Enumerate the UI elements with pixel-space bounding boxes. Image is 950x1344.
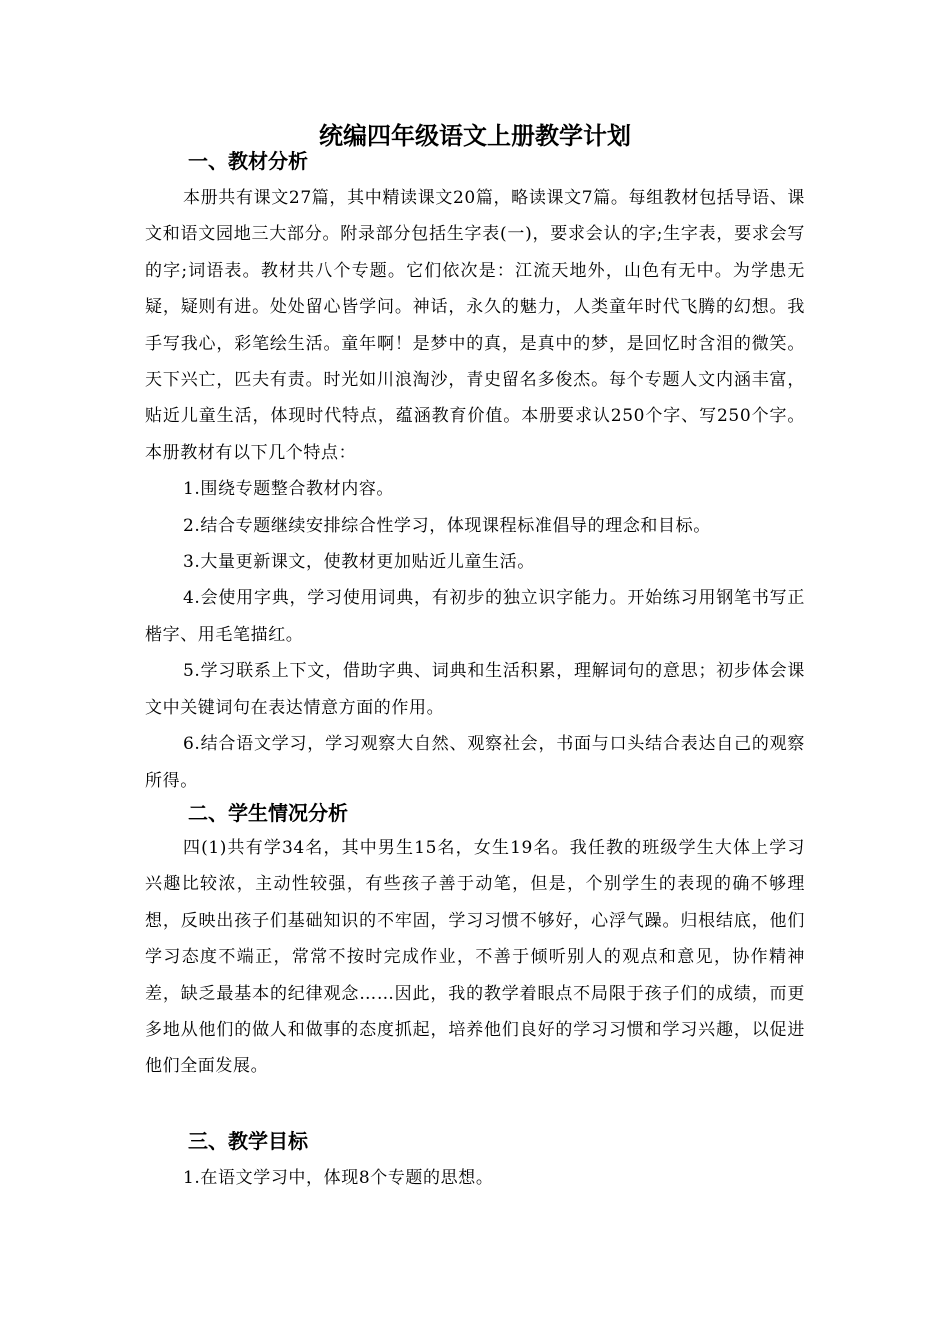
document-title: 统编四年级语文上册教学计划 (319, 122, 631, 150)
section-body-textbook-analysis (145, 180, 805, 799)
list-item: 2.结合专题继续安排综合性学习，体现课程标准倡导的理念和目标。 (183, 515, 711, 536)
section-heading-teaching-goals: 三、教学目标 (188, 1129, 308, 1153)
section-heading-student-analysis: 二、学生情况分析 (188, 801, 348, 825)
list-item: 4.会使用字典，学习使用词典，有初步的独立识字能力。开始练习用钢笔书写正楷字、用毛笔描红。 (145, 588, 805, 645)
paragraph-student-analysis: 四(1)共有学34名，其中男生15名，女生19名。我任教的班级学生大体上学习兴趣比较浓，主动性较强，有些孩子善于动笔，但是，个别学生的表现的确不够理想，反映出孩子们基础知识的不牢固，学习习惯不够好，心浮气躁。归根结底，他们学习态度不端正，常常不按时完成作业，不善于倾听别人的观点和意见，协作精神差，缺乏最基本的纪律观念……因此，我的教学着眼点不局限于孩子们的成绩，而更多地从他们的做人和做事的态度抓起，培养他们良好的学习习惯和学习兴趣，以促进他们全面发展。 (145, 838, 805, 1077)
list-item: 6.结合语文学习，学习观察大自然、观察社会，书面与口头结合表达自己的观察所得。 (145, 734, 805, 791)
list-item: 3.大量更新课文，使教材更加贴近儿童生活。 (183, 552, 535, 573)
section-body-student-analysis (145, 830, 805, 1085)
paragraph-textbook-intro: 本册共有课文27篇，其中精读课文20篇，略读课文7篇。每组教材包括导语、课文和语文园地三大部分。附录部分包括生字表(一)，要求会认的字;生字表，要求会写的字;词语表。教材共八个专题。它们依次是：江流天地外，山色有无中。为学患无疑，疑则有进。处处留心皆学问。神话，永久的魅力，人类童年时代飞腾的幻想。我手写我心，彩笔绘生活。童年啊！是梦中的真，是真中的梦，是回忆时含泪的微笑。天下兴亡，匹夫有责。时光如川浪淘沙，青史留名多俊杰。每个专题人文内涵丰富，贴近儿童生活，体现时代特点，蕴涵教育价值。本册要求认250个字、写250个字。本册教材有以下几个特点： (145, 188, 805, 463)
list-item: 1.在语文学习中，体现8个专题的思想。 (183, 1168, 494, 1188)
list-item: 1.围绕专题整合教材内容。 (183, 479, 395, 500)
section-body-teaching-goals (145, 1160, 805, 1196)
list-item: 5.学习联系上下文，借助字典、词典和生活积累，理解词句的意思；初步体会课文中关键词句在表达情意方面的作用。 (145, 661, 805, 718)
section-heading-textbook-analysis: 一、教材分析 (188, 149, 308, 173)
